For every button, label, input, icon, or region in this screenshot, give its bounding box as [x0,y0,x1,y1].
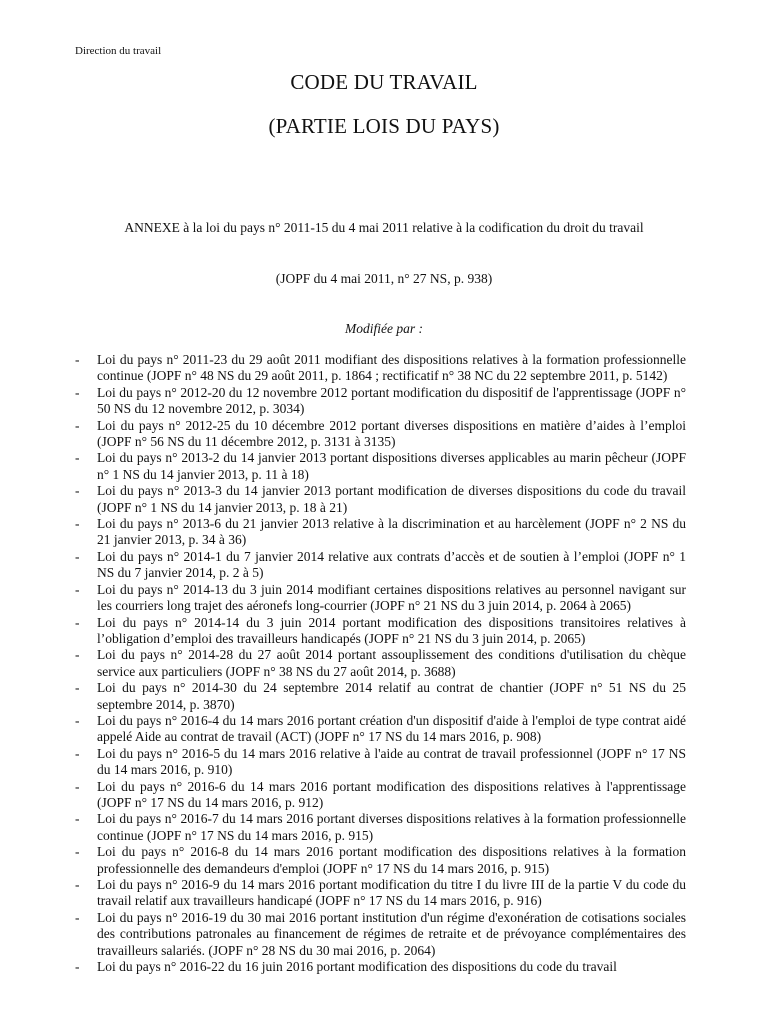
list-bullet: - [75,614,80,630]
list-bullet: - [75,384,80,400]
list-bullet: - [75,647,80,663]
list-item-text: Loi du pays n° 2016-8 du 14 mars 2016 portant modification des dispositions relatives à la formation professionnelle des demandeurs d'emploi (JOPF n° 17 NS du 14 mars 2016, p. 915) [97,844,686,876]
document-title: CODE DU TRAVAIL [290,70,478,94]
list-bullet: - [75,909,80,925]
list-item-text: Loi du pays n° 2013-2 du 14 janvier 2013 portant dispositions diverses applicables au marin pêcheur (JOPF n° 1 NS du 14 janvier 2013, p. 11 à 18) [97,450,686,482]
list-item-text: Loi du pays n° 2016-7 du 14 mars 2016 portant diverses dispositions relatives à la formation professionnelle continue (JOPF n° 17 NS du 14 mars 2016, p. 915) [97,811,686,843]
list-bullet: - [75,680,80,696]
jopf-reference: (JOPF du 4 mai 2011, n° 27 NS, p. 938) [275,271,493,286]
list-item [75,352,686,385]
list-item-text: Loi du pays n° 2013-3 du 14 janvier 2013 portant modification de diverses dispositions du code du travail (JOPF n° 1 NS du 14 janvier 2013, p. 18 à 21) [97,483,686,515]
list-bullet: - [75,877,80,892]
list-item-text: Loi du pays n° 2012-20 du 12 novembre 2012 portant modification du dispositif de l'apprentissage (JOPF n° 50 NS du 12 novembre 2012, p. 3034) [97,384,686,417]
list-item-text: Loi du pays n° 2014-14 du 3 juin 2014 portant modification des dispositions transitoires relatives à l’obligation d’emploi des travailleurs handicapés (JOPF n° 21 NS du 3 juin 2014, p. 2065) [97,614,686,646]
list-item-text: Loi du pays n° 2014-1 du 7 janvier 2014 relative aux contrats d’accès et de soutien à l’emploi (JOPF n° 1 NS du 7 janvier 2014, p. 2 à 5) [97,548,686,581]
list-bullet: - [75,548,80,564]
list-bullet: - [75,811,80,827]
list-item-text: Loi du pays n° 2016-5 du 14 mars 2016 relative à l'aide au contrat de travail professionnel (JOPF n° 17 NS du 14 mars 2016, p. 910) [97,745,686,778]
list-item [75,516,686,549]
list-item [75,549,686,582]
list-item [75,746,686,779]
list-item-text: Loi du pays n° 2011-23 du 29 août 2011 modifiant des dispositions relatives à la formation professionnelle continue (JOPF n° 48 NS du 29 août 2011, p. 1864 ; rectificatif n° 38 NC du 22 septembre 2011, p. 5142) [97,352,686,384]
list-bullet: - [75,712,80,728]
list-item-text: Loi du pays n° 2013-6 du 21 janvier 2013 relative à la discrimination et au harcèlement (JOPF n° 2 NS du 21 janvier 2013, p. 34 à 36) [97,516,686,548]
list-bullet: - [75,352,80,367]
list-item-text: Loi du pays n° 2012-25 du 10 décembre 2012 portant diverses dispositions en matière d’aides à l’emploi (JOPF n° 56 NS du 11 décembre 2012, p. 3131 à 3135) [97,417,686,450]
list-item [75,418,686,451]
list-item-text: Loi du pays n° 2014-13 du 3 juin 2014 modifiant certaines dispositions relatives au personnel navigant sur les courriers long trajet des aéronefs long-courrier (JOPF n° 21 NS du 3 juin 2014, p. 2064 à 2065) [97,581,686,614]
list-item [75,615,686,648]
list-item [75,844,686,877]
amendment-list [75,352,686,975]
list-item-text: Loi du pays n° 2016-19 du 30 mai 2016 portant institution d'un régime d'exonération de cotisations sociales des contributions patronales au financement de régimes de retraite et de prévoyance complémentaires des travailleurs salariés. (JOPF n° 28 NS du 30 mai 2016, p. 2064) [97,909,686,958]
list-bullet: - [75,745,80,761]
list-item [75,680,686,713]
list-item [75,582,686,615]
list-bullet: - [75,450,80,466]
list-bullet: - [75,417,80,433]
list-item [75,910,686,959]
list-bullet: - [75,844,80,860]
list-bullet: - [75,778,80,794]
department-header: Direction du travail [75,45,162,57]
list-bullet: - [75,581,80,597]
modified-by-heading: Modifiée par : [345,321,423,336]
list-item [75,483,686,516]
list-item-text: Loi du pays n° 2016-22 du 16 juin 2016 portant modification des dispositions du code du travail [97,959,617,975]
list-item [75,877,686,910]
list-item [75,450,686,483]
list-item-text: Loi du pays n° 2016-6 du 14 mars 2016 portant modification des dispositions relatives à l'apprentissage (JOPF n° 17 NS du 14 mars 2016, p. 912) [97,778,686,810]
list-item [75,811,686,844]
list-item-text: Loi du pays n° 2016-4 du 14 mars 2016 portant création d'un dispositif d'aide à l'emploi de type contrat aidé appelé Aide au contrat de travail (ACT) (JOPF n° 17 NS du 14 mars 2016, p. 908) [97,712,686,745]
list-item [75,713,686,746]
document-subtitle: (PARTIE LOIS DU PAYS) [268,114,500,138]
list-item [75,385,686,418]
list-bullet: - [75,483,80,499]
list-item-text: Loi du pays n° 2014-28 du 27 août 2014 portant assouplissement des conditions d'utilisation du chèque service aux particuliers (JOPF n° 38 NS du 27 août 2014, p. 3688) [97,647,686,679]
list-item-text: Loi du pays n° 2016-9 du 14 mars 2016 portant modification du titre I du livre III de la partie V du code du travail relatif aux travailleurs handicapé (JOPF n° 17 NS du 14 mars 2016, p. 916) [97,877,686,909]
list-bullet: - [75,516,80,532]
annex-line: ANNEXE à la loi du pays n° 2011-15 du 4 mai 2011 relative à la codification du droit du travail [124,220,644,235]
list-item [75,647,686,680]
list-item [75,959,686,975]
list-item [75,779,686,812]
list-bullet: - [75,959,80,975]
list-item-text: Loi du pays n° 2014-30 du 24 septembre 2014 relatif au contrat de chantier (JOPF n° 51 NS du 25 septembre 2014, p. 3870) [97,680,686,712]
